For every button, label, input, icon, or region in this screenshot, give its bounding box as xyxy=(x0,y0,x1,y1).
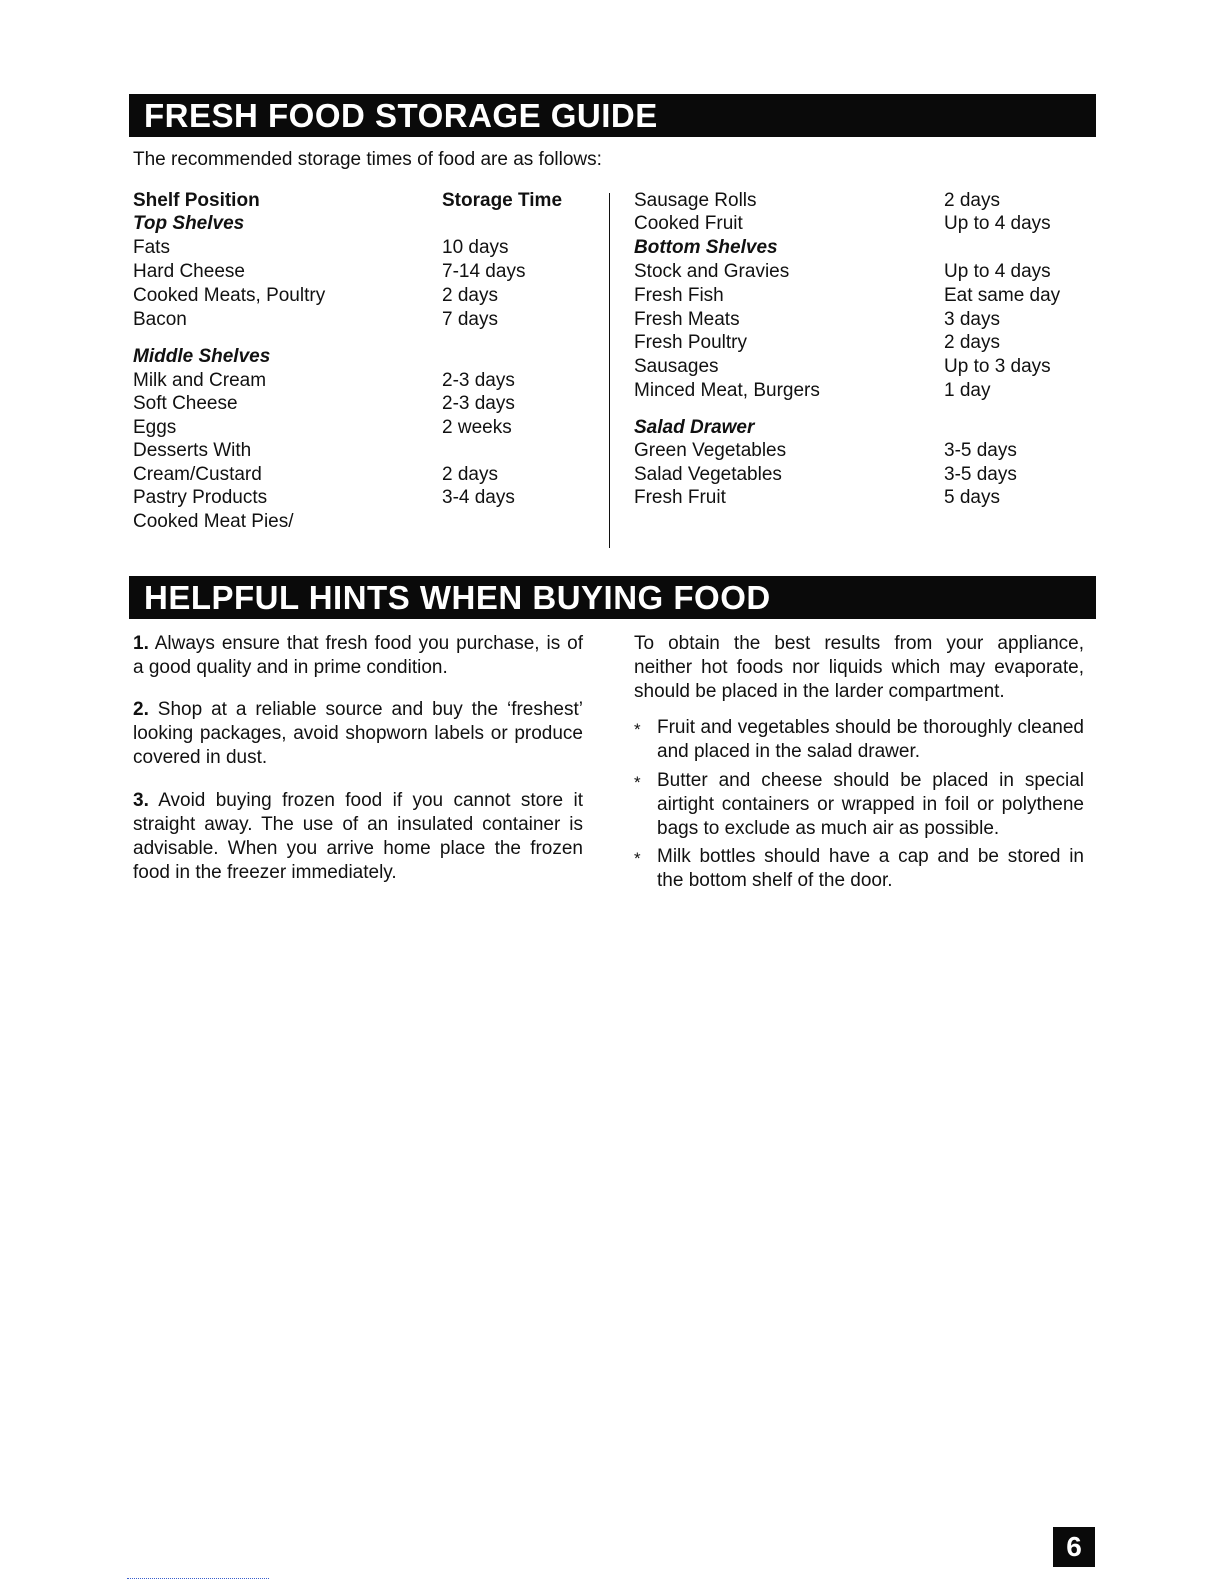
food-item-name: Green Vegetables xyxy=(634,440,787,461)
food-item-name: Fresh Fish xyxy=(634,285,724,306)
food-item-time: 2 days xyxy=(442,464,498,485)
section-heading-bottom-shelves: Bottom Shelves xyxy=(634,237,778,258)
hint-3 xyxy=(133,789,583,885)
food-item-name: Cream/Custard xyxy=(133,464,262,485)
food-item-name: Sausage Rolls xyxy=(634,190,757,211)
food-item-time: 7 days xyxy=(442,309,498,330)
food-item-time: 2-3 days xyxy=(442,393,515,414)
food-item-name: Fresh Fruit xyxy=(634,487,726,508)
food-item-name: Milk and Cream xyxy=(133,370,267,391)
food-item-time: 10 days xyxy=(442,237,509,258)
food-item-time: 3-5 days xyxy=(944,464,1017,485)
food-item-name: Fresh Meats xyxy=(634,309,740,330)
bullet-text: Fruit and vegetables should be thoroughly cleaned and placed in the salad drawer. xyxy=(657,717,1084,762)
column-divider xyxy=(609,193,610,548)
food-item-time: 2 days xyxy=(944,190,1000,211)
bottom-dotted-line xyxy=(127,1578,269,1579)
food-item-time: 2 weeks xyxy=(442,417,512,438)
food-item-time: 2 days xyxy=(944,332,1000,353)
hint-number: 2. xyxy=(133,699,149,720)
food-item-name: Salad Vegetables xyxy=(634,464,782,485)
section-heading-middle-shelves: Middle Shelves xyxy=(133,346,271,367)
page-number: 6 xyxy=(1053,1527,1095,1567)
food-item-name: Minced Meat, Burgers xyxy=(634,380,820,401)
food-item-name: Fresh Poultry xyxy=(634,332,747,353)
food-item-time: Up to 4 days xyxy=(944,213,1051,234)
hint-number: 3. xyxy=(133,790,149,811)
hint-1 xyxy=(133,632,583,680)
hint-text: Avoid buying frozen food if you cannot store it straight away. The use of an insulated container is advisable. When you arrive home place the frozen food in the freezer immediately. xyxy=(133,790,583,883)
food-item-name: Cooked Meats, Poultry xyxy=(133,285,326,306)
food-item-name: Soft Cheese xyxy=(133,393,238,414)
food-item-time: Up to 3 days xyxy=(944,356,1051,377)
food-item-name: Stock and Gravies xyxy=(634,261,790,282)
header-storage-time: Storage Time xyxy=(442,190,563,211)
food-item-name: Fats xyxy=(133,237,170,258)
hint-2 xyxy=(133,698,583,770)
bullet-mark: * xyxy=(634,849,641,868)
section-heading-top-shelves: Top Shelves xyxy=(133,213,245,234)
food-item-time: 2-3 days xyxy=(442,370,515,391)
food-item-name: Bacon xyxy=(133,309,187,330)
hint-text: Always ensure that fresh food you purchase, is of a good quality and in prime condition. xyxy=(133,633,584,678)
food-item-time: 2 days xyxy=(442,285,498,306)
hint-text: Shop at a reliable source and buy the ‘freshest’ looking packages, avoid shopworn labels or produce covered in dust. xyxy=(133,699,583,768)
bullet-mark: * xyxy=(634,773,641,792)
hints-title: HELPFUL HINTS WHEN BUYING FOOD xyxy=(129,576,1096,619)
food-item-name: Cooked Meat Pies/ xyxy=(133,511,294,532)
food-item-name: Hard Cheese xyxy=(133,261,245,282)
food-item-time: Up to 4 days xyxy=(944,261,1051,282)
storage-guide-intro: The recommended storage times of food are as follows: xyxy=(133,149,602,170)
food-item-name: Desserts With xyxy=(133,440,252,461)
food-item-name: Sausages xyxy=(634,356,719,377)
bullet-text: Milk bottles should have a cap and be stored in the bottom shelf of the door. xyxy=(657,846,1084,891)
food-item-time: 7-14 days xyxy=(442,261,526,282)
bullet-mark: * xyxy=(634,720,641,739)
hints-right-intro: To obtain the best results from your appliance, neither hot foods nor liquids which may evaporate, should be placed in the larder compartment. xyxy=(634,633,1084,702)
food-item-time: Eat same day xyxy=(944,285,1061,306)
food-item-time: 3-4 days xyxy=(442,487,515,508)
food-item-time: 1 day xyxy=(944,380,991,401)
storage-guide-title: FRESH FOOD STORAGE GUIDE xyxy=(129,94,1096,137)
bullet-text: Butter and cheese should be placed in special airtight containers or wrapped in foil or polythene bags to exclude as much air as possible. xyxy=(657,770,1084,839)
food-item-name: Pastry Products xyxy=(133,487,268,508)
food-item-time: 3 days xyxy=(944,309,1000,330)
food-item-name: Eggs xyxy=(133,417,177,438)
food-item-name: Cooked Fruit xyxy=(634,213,743,234)
section-heading-salad-drawer: Salad Drawer xyxy=(634,417,755,438)
food-item-time: 3-5 days xyxy=(944,440,1017,461)
food-item-time: 5 days xyxy=(944,487,1000,508)
header-shelf-position: Shelf Position xyxy=(133,190,260,211)
hint-number: 1. xyxy=(133,633,149,654)
